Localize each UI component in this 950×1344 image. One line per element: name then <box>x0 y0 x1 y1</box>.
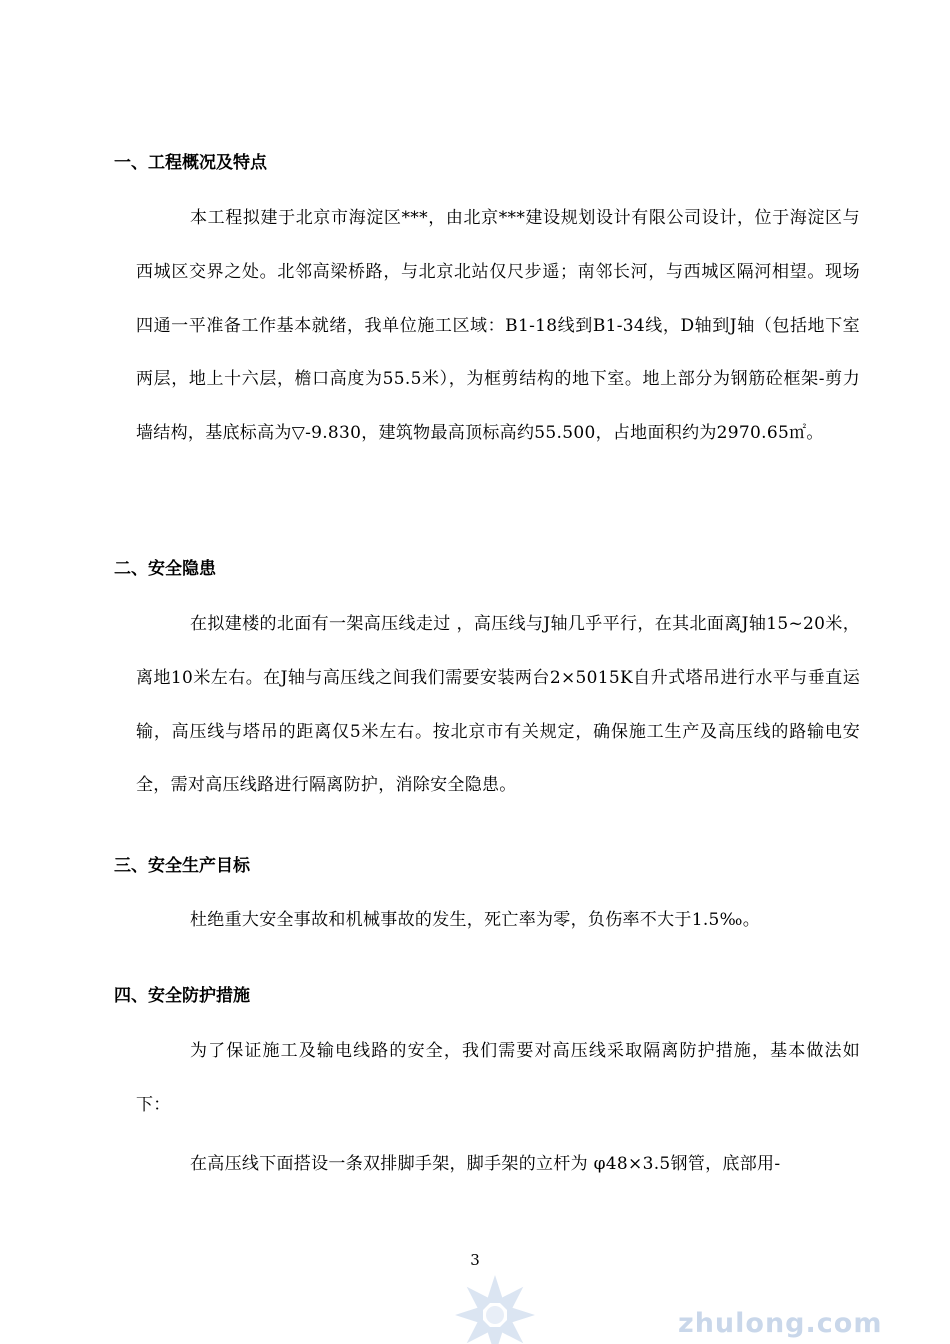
section-4-paragraph-2: 在高压线下面搭设一条双排脚手架，脚手架的立杆为 φ48×3.5钢管，底部用- <box>190 1154 781 1174</box>
page-number: 3 <box>470 1251 480 1269</box>
section-heading-2: 二、安全隐患 <box>114 559 216 579</box>
section-heading-4: 四、安全防护措施 <box>114 986 250 1006</box>
watermark-text: zhulong.com <box>678 1308 883 1339</box>
section-2-paragraph-1: 在拟建楼的北面有一架高压线走过 ，高压线与J轴几乎平行，在其北面离J轴15~20米，离地10米左右。在J轴与高压线之间我们需要安装两台2×5015K自升式塔吊进行水平与垂直运输，高压线与塔吊的距离仅5米左右。按北京市有关规定，确保施工生产及高压线的路输电安全，需对高压线路进行隔离防护，消除安全隐患。 <box>136 614 860 796</box>
section-1-paragraph-1: 本工程拟建于北京市海淀区***，由北京***建设规划设计有限公司设计，位于海淀区与西城区交界之处。北邻高梁桥路，与北京北站仅尺步遥；南邻长河，与西城区隔河相望。现场四通一平准备工作基本就绪，我单位施工区域：B1-18线到B1-34线，D轴到J轴（包括地下室两层，地上十六层，檐口高度为55.5米），为框剪结构的地下室。地上部分为钢筋砼框架-剪力墙结构，基底标高为▽-9.830，建筑物最高顶标高约55.500，占地面积约为2970.65㎡。 <box>136 208 860 444</box>
section-3-paragraph-1: 杜绝重大安全事故和机械事故的发生，死亡率为零，负伤率不大于1.5‰。 <box>190 910 761 930</box>
section-heading-3: 三、安全生产目标 <box>114 856 250 876</box>
section-heading-1: 一、工程概况及特点 <box>114 153 267 173</box>
zhulong-logo-icon <box>440 1270 550 1344</box>
section-4-paragraph-1: 为了保证施工及输电线路的安全，我们需要对高压线采取隔离防护措施，基本做法如下： <box>136 1041 860 1115</box>
